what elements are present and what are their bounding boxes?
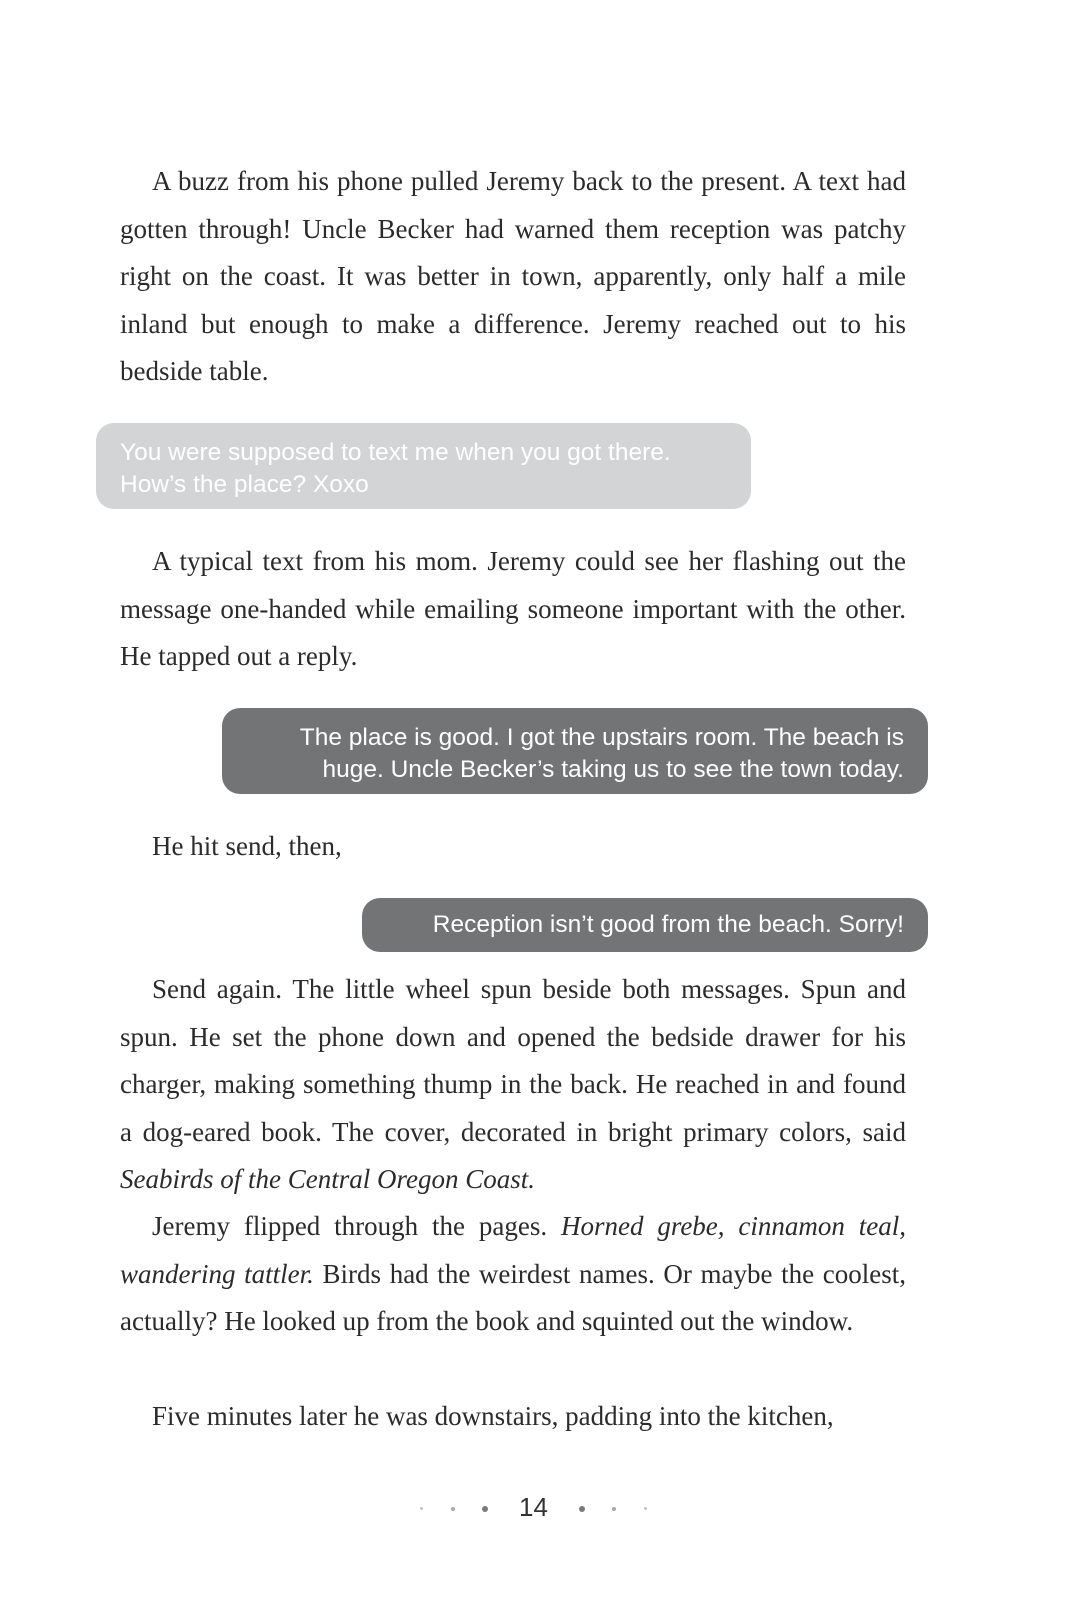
paragraph-text: He hit send, then, (152, 831, 342, 861)
message-line: The place is good. I got the upstairs room. The beach is (299, 724, 904, 751)
right-dots-ornament (569, 1492, 656, 1523)
page-footer (0, 1490, 1067, 1530)
message-line: huge. Uncle Becker’s taking us to see the town today. (322, 756, 904, 783)
book-title: Seabirds of the Central Oregon Coast. (120, 1164, 535, 1194)
dot-icon (482, 1506, 488, 1512)
page-number: 14 (519, 1491, 548, 1522)
message-line: Reception isn’t good from the beach. Sorry! (432, 911, 904, 938)
left-dots-ornament (410, 1492, 497, 1523)
received-message-bubble (96, 423, 751, 509)
sent-message-bubble (362, 898, 928, 952)
dot-icon (451, 1507, 455, 1511)
paragraph-text: Send again. The little wheel spun beside both messages. Spun and spun. He set the phone down and opened the bedside drawer for his charger, making something thump in the back. He reached in and found a dog-eared book. The cover, decorated in bright primary colors, said (120, 974, 906, 1147)
paragraph-text: Birds had the weirdest names. Or maybe the coolest, actually? He looked up from the book and squinted out the window. (120, 1258, 906, 1336)
paragraph-text: A typical text from his mom. Jeremy could see her flashing out the message one-handed while emailing someone important with the other. He tapped out a reply. (120, 546, 906, 671)
paragraph-typical-text (120, 538, 906, 681)
paragraph-send-again (120, 966, 906, 1204)
paragraph-text: Five minutes later he was downstairs, padding into the kitchen, (152, 1401, 834, 1431)
paragraph-phone-buzz (120, 158, 906, 396)
sent-message-bubble (222, 708, 928, 794)
dot-icon (579, 1506, 585, 1512)
paragraph-text: A buzz from his phone pulled Jeremy back to the present. A text had gotten through! Uncle Becker had warned them reception was patchy right on the coast. It was better in town, apparently, only half a mile inland but enough to make a difference. Jeremy reached out to his bedside table. (120, 166, 906, 386)
paragraph-hit-send (120, 823, 906, 871)
message-line: You were supposed to text me when you got there. (120, 439, 671, 466)
paragraph-five-minutes (120, 1393, 906, 1441)
bird-names: Horned grebe, cinnamon teal, wandering tattler. (120, 1211, 906, 1289)
paragraph-text: Jeremy flipped through the pages. (152, 1211, 561, 1241)
dot-icon (420, 1507, 423, 1510)
dot-icon (644, 1507, 647, 1510)
dot-icon (612, 1507, 616, 1511)
message-line: How’s the place? Xoxo (120, 471, 369, 498)
paragraph-flipped-pages (120, 1203, 906, 1346)
